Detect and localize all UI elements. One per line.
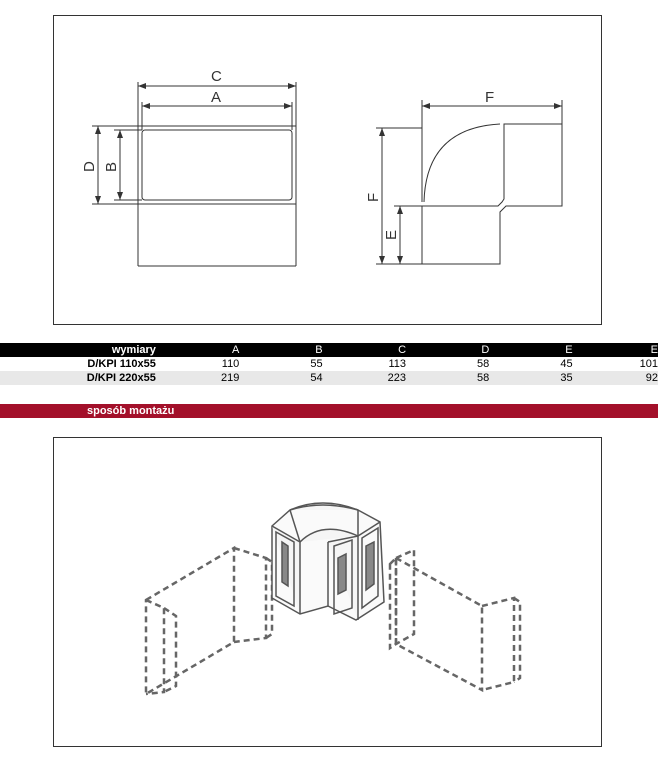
table-cell: 54 <box>239 371 322 385</box>
table-cell: 55 <box>239 357 322 371</box>
column-header: C <box>323 343 406 357</box>
right-duct-dashed <box>390 550 520 690</box>
label-c: C <box>211 68 222 85</box>
column-header: D <box>406 343 489 357</box>
table-row <box>0 371 658 385</box>
label-d: D <box>81 161 98 172</box>
column-header: E <box>489 343 572 357</box>
table-row <box>0 357 658 371</box>
table-cell: 223 <box>323 371 406 385</box>
table-cell: 92 <box>573 371 658 385</box>
duct-inner-outline <box>142 130 292 200</box>
duct-outer-outline <box>138 126 296 204</box>
table-cell: 110 <box>156 357 239 371</box>
table-cell: 101 <box>573 357 658 371</box>
table-cell: 219 <box>156 371 239 385</box>
column-header: B <box>239 343 322 357</box>
column-header: E <box>573 343 658 357</box>
installation-drawing-frame <box>53 437 602 747</box>
table-cell: 35 <box>489 371 572 385</box>
label-b: B <box>103 161 120 172</box>
technical-drawing-frame <box>53 15 602 325</box>
label-e: E <box>383 229 400 240</box>
label-f-top: F <box>485 89 495 106</box>
technical-drawing <box>54 16 603 326</box>
table-cell: 58 <box>406 371 489 385</box>
table-cell: 58 <box>406 357 489 371</box>
section-title: sposób montażu <box>87 405 175 417</box>
table-header-label: wymiary <box>0 343 156 357</box>
dimensions-table <box>0 343 658 385</box>
elbow-curve <box>424 124 500 202</box>
table-cell: 45 <box>489 357 572 371</box>
label-a: A <box>211 89 222 106</box>
label-f-side: F <box>365 192 382 202</box>
elbow-outline <box>422 124 562 264</box>
table-cell: 113 <box>323 357 406 371</box>
column-header: A <box>156 343 239 357</box>
table-header-row <box>0 343 658 357</box>
row-name: D/KPI 220x55 <box>0 371 156 385</box>
row-name: D/KPI 110x55 <box>0 357 156 371</box>
installation-drawing <box>54 438 603 748</box>
left-duct-dashed <box>146 548 272 694</box>
